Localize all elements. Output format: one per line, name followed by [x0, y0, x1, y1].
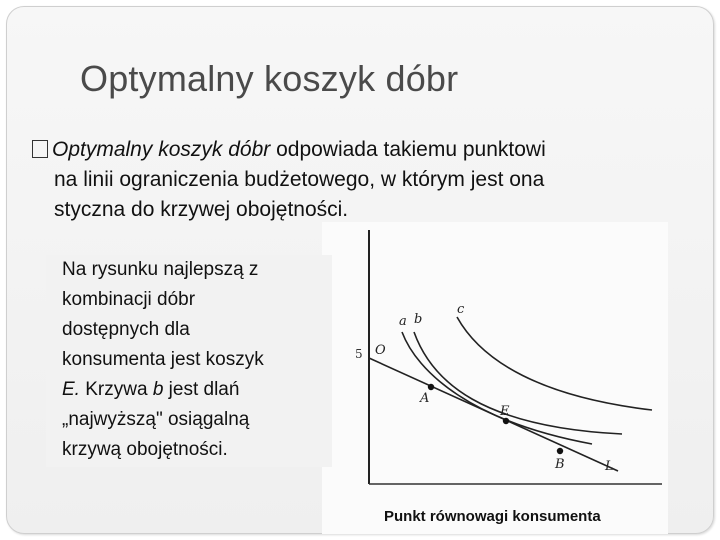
explanation-line-3: dostępnych dla — [62, 319, 190, 340]
figure-caption: Punkt równowagi konsumenta — [384, 508, 601, 525]
explanation-line-2: kombinacji dóbr — [62, 289, 196, 310]
label-B: B — [555, 457, 565, 472]
point-B-marker — [557, 448, 563, 454]
bullet-emphasis: Optymalny koszyk dóbr — [52, 138, 271, 161]
bullet-line-2: na linii ograniczenia budżetowego, w którym jest ona — [54, 168, 545, 191]
explanation-line-4: konsumenta jest koszyk — [62, 349, 264, 370]
indifference-curve-diagram — [322, 222, 668, 534]
explanation-line-6: „najwyższą" osiągalną — [62, 409, 250, 430]
explanation-line-5c: jest dlań — [163, 379, 240, 400]
label-curve-a: a — [399, 314, 407, 329]
indifference-curve-figure — [322, 222, 668, 534]
explanation-text — [46, 255, 332, 467]
explanation-line-7: krzywą obojętności. — [62, 439, 228, 460]
bullet-line-1-text: odpowiada takiemu punktowi — [270, 138, 546, 161]
bullet-paragraph — [32, 135, 672, 225]
square-bullet-icon — [32, 140, 48, 158]
y-axis-tick-5: 5 — [355, 347, 363, 361]
indifference-curve-c — [457, 317, 652, 410]
label-A: A — [420, 391, 430, 406]
label-E: E — [500, 404, 510, 419]
label-L: L — [605, 459, 614, 474]
explanation-line-5 — [62, 375, 332, 405]
bullet-line-1 — [32, 135, 672, 165]
indifference-curve-b — [414, 332, 622, 434]
label-curve-c: c — [457, 302, 465, 317]
bullet-line-3: styczna do krzywej obojętności. — [54, 198, 349, 221]
label-O: O — [375, 343, 386, 358]
point-A-marker — [428, 384, 434, 390]
explanation-line-5a: Krzywa — [79, 379, 153, 400]
explanation-b: b — [152, 379, 164, 400]
explanation-line-1: Na rysunku najlepszą z — [62, 259, 259, 280]
explanation-E: E. — [62, 379, 80, 400]
label-curve-b: b — [414, 312, 423, 327]
slide-title: Optymalny koszyk dóbr — [80, 58, 459, 99]
